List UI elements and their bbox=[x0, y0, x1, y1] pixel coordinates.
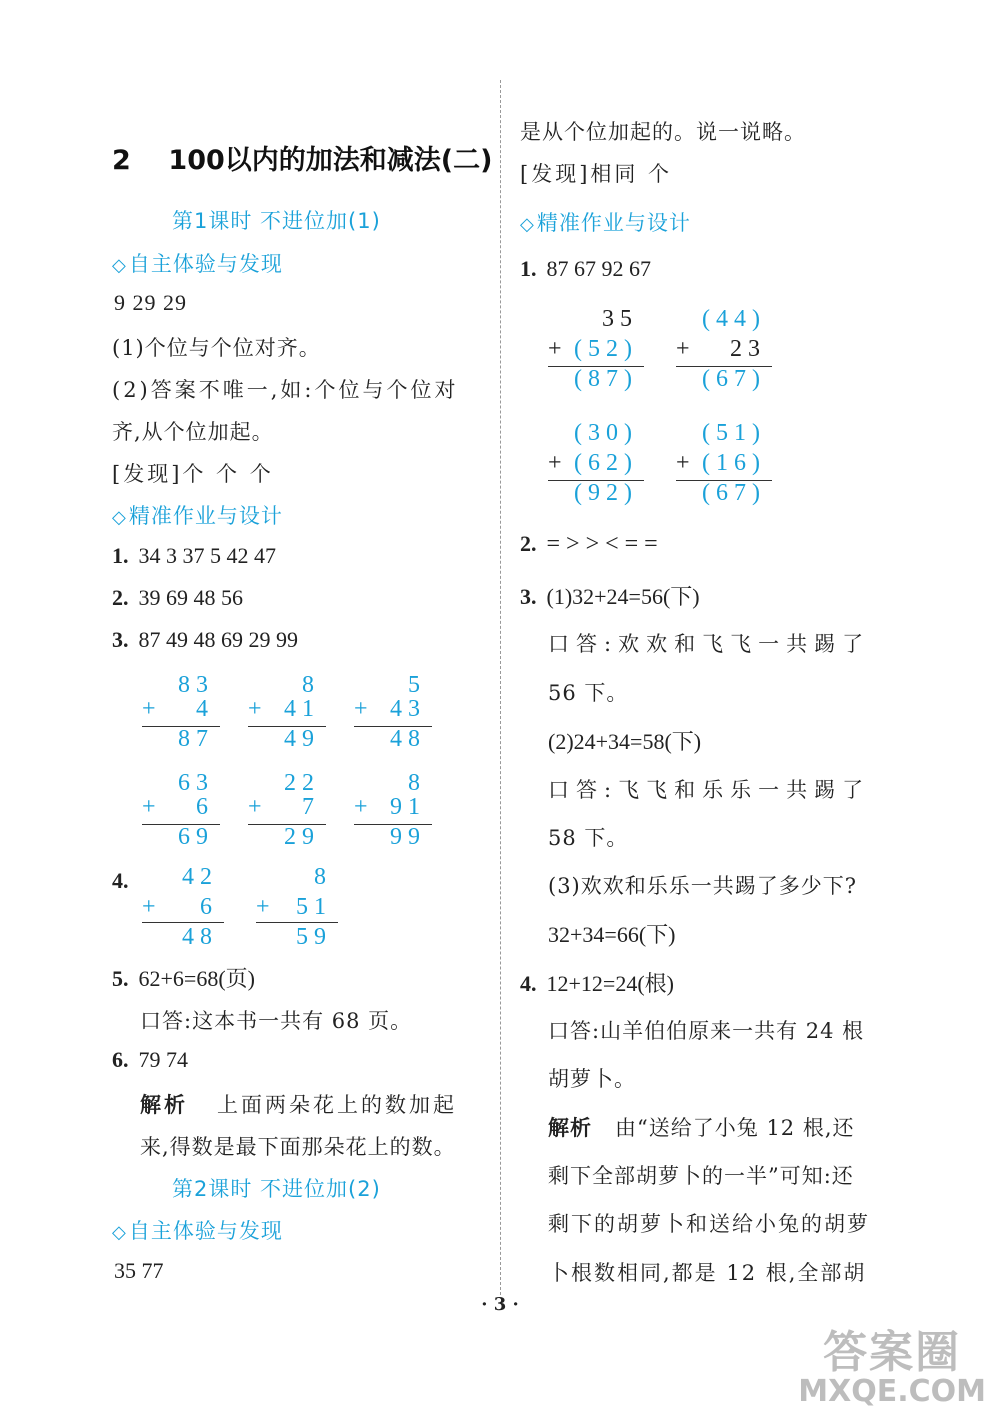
vertical-calc: (44) + 23 (67) bbox=[676, 306, 766, 390]
right-q4: 4. 12+12=24(根) bbox=[520, 971, 674, 996]
lesson-1-title: 第1课时 不进位加(1) bbox=[172, 209, 381, 233]
right-q4-answer-b: 胡萝卜。 bbox=[548, 1067, 636, 1091]
right-q3-1-answer-a: 口答:欢欢和飞飞一共踢了 bbox=[548, 632, 871, 656]
vertical-calc: 8 + 51 59 bbox=[256, 864, 332, 944]
vertical-calc: (30) + (62) (92) bbox=[548, 420, 638, 504]
diamond-icon: ◇ bbox=[520, 214, 535, 235]
left-q6: 6. 79 74 bbox=[112, 1047, 188, 1072]
lesson-2-title: 第2课时 不进位加(2) bbox=[172, 1177, 381, 1201]
right-q4-analysis-d: 剩下全部胡萝卜的一半”可知:还 bbox=[548, 1164, 854, 1188]
zizhu-p2a: (2)答案不唯一,如:个位与个位对 bbox=[112, 378, 459, 402]
right-q3-2-answer-b: 58 下。 bbox=[548, 826, 629, 850]
lesson2-numbers: 35 77 bbox=[114, 1258, 164, 1283]
vertical-calc: 8 + 91 99 bbox=[354, 770, 426, 848]
right-q4-answer-a: 口答:山羊伯伯原来一共有 24 根 bbox=[548, 1019, 865, 1043]
zizhu-numbers: 9 29 29 bbox=[114, 290, 187, 315]
left-q4-number: 4. bbox=[112, 868, 129, 893]
vertical-calc: 5 + 43 48 bbox=[354, 672, 426, 750]
left-q5-answer: 口答:这本书一共有 68 页。 bbox=[140, 1009, 413, 1033]
section-jingzhun-2: ◇精准作业与设计 bbox=[520, 211, 691, 235]
zizhu-p2b: 齐,从个位加起。 bbox=[112, 420, 274, 444]
right-q3-3: (3)欢欢和乐乐一共踢了多少下? bbox=[548, 874, 858, 898]
right-q3-3-calc: 32+34=66(下) bbox=[548, 922, 676, 947]
right-q3-1: 3. (1)32+24=56(下) bbox=[520, 584, 700, 609]
right-q4-analysis-e: 剩下的胡萝卜和送给小兔的胡萝 bbox=[548, 1212, 870, 1236]
section-zizhu-2: ◇自主体验与发现 bbox=[112, 1219, 283, 1243]
right-q1: 1. 87 67 92 67 bbox=[520, 256, 651, 281]
left-q1: 1. 34 3 37 5 42 47 bbox=[112, 543, 276, 568]
column-divider bbox=[500, 80, 501, 1295]
faxian-1: [发现]个 个 个 bbox=[112, 462, 274, 486]
right-q2: 2. = > > < = = bbox=[520, 531, 658, 557]
right-q3-2-answer-a: 口答:飞飞和乐乐一共踢了 bbox=[548, 778, 871, 802]
right-q3-1-answer-b: 56 下。 bbox=[548, 681, 629, 705]
watermark-logo: 答案圈 MXQE.COM bbox=[798, 1327, 986, 1409]
vertical-calc: 35 + (52) (87) bbox=[548, 306, 638, 390]
vertical-calc: 42 + 6 48 bbox=[142, 864, 218, 944]
zizhu-p1: (1)个位与个位对齐。 bbox=[112, 336, 321, 360]
vertical-calc: 22 + 7 29 bbox=[248, 770, 320, 848]
vertical-calc: 63 + 6 69 bbox=[142, 770, 214, 848]
right-continuation: 是从个位加起的。说一说略。 bbox=[520, 120, 806, 144]
left-q6-analysis-a: 解析 上面两朵花上的数加起 bbox=[140, 1093, 458, 1117]
vertical-calc: 83 + 4 87 bbox=[142, 672, 214, 750]
diamond-icon: ◇ bbox=[112, 507, 127, 528]
left-q5: 5. 62+6=68(页) bbox=[112, 966, 255, 991]
section-zizhu-1: ◇自主体验与发现 bbox=[112, 252, 283, 276]
vertical-calc: (51) + (16) (67) bbox=[676, 420, 766, 504]
chapter-title: 2 100以内的加法和减法(二) bbox=[112, 145, 493, 176]
diamond-icon: ◇ bbox=[112, 255, 127, 276]
right-faxian: [发现]相同 个 bbox=[520, 162, 673, 186]
right-q4-analysis-c: 解析 由“送给了小兔 12 根,还 bbox=[548, 1116, 855, 1140]
left-q6-analysis-b: 来,得数是最下面那朵花上的数。 bbox=[140, 1135, 456, 1159]
left-q2: 2. 39 69 48 56 bbox=[112, 585, 243, 610]
section-jingzhun-1: ◇精准作业与设计 bbox=[112, 504, 283, 528]
diamond-icon: ◇ bbox=[112, 1222, 127, 1243]
right-q3-2: (2)24+34=58(下) bbox=[548, 729, 702, 754]
vertical-calc: 8 + 41 49 bbox=[248, 672, 320, 750]
left-q3: 3. 87 49 48 69 29 99 bbox=[112, 627, 298, 652]
right-q4-analysis-f: 卜根数相同,都是 12 根,全部胡 bbox=[548, 1261, 867, 1285]
page-number: · 3 · bbox=[481, 1294, 519, 1315]
